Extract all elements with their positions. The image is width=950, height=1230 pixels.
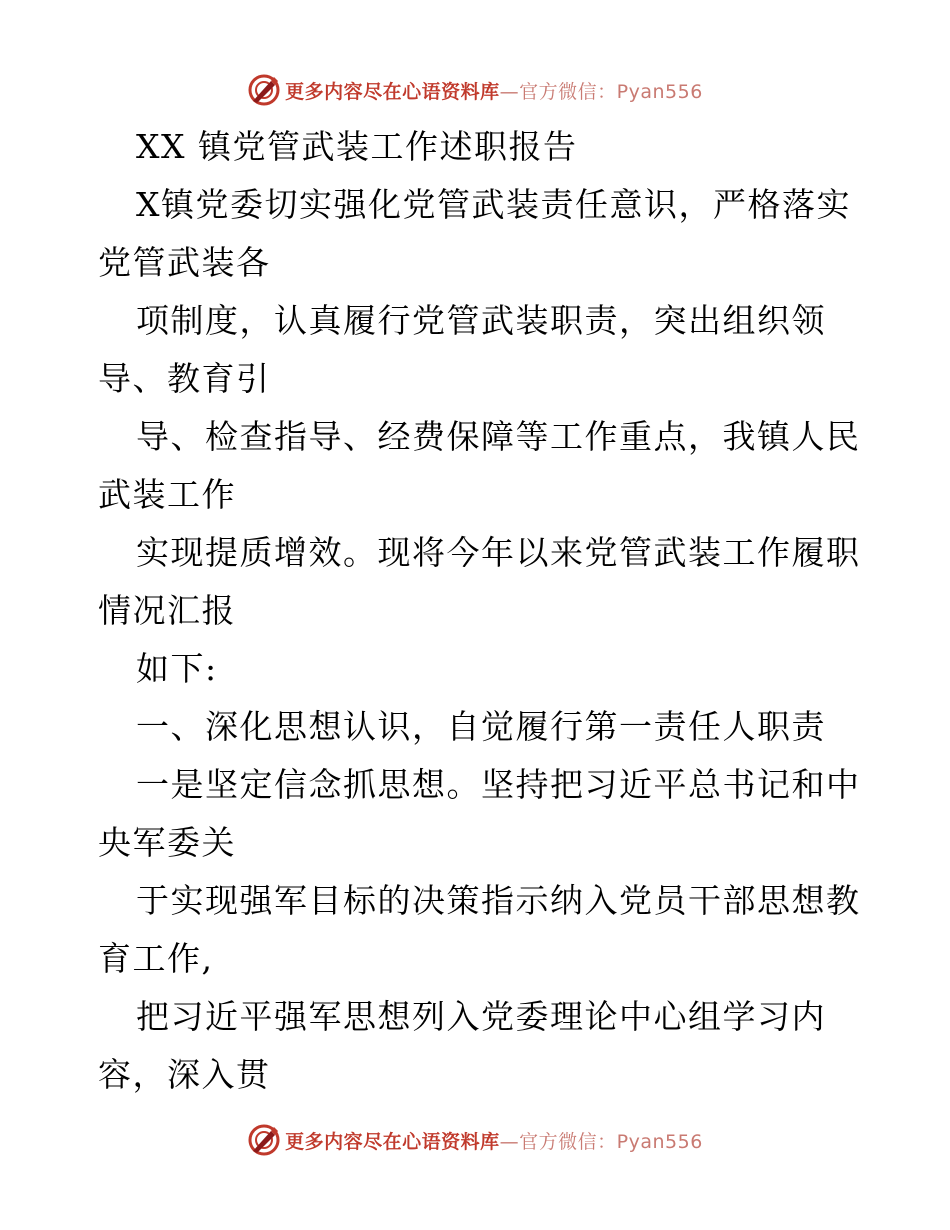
watermark-text: 更多内容尽在心语资料库—官方微信：Pyan556 bbox=[285, 80, 703, 103]
text-line: X镇党委切实强化党管武装责任意识，严格落实 bbox=[136, 185, 851, 224]
text-line: 情况汇报 bbox=[98, 591, 236, 630]
text-line: 项制度，认真履行党管武装职责，突出组织领 bbox=[136, 301, 826, 340]
watermark-text: 更多内容尽在心语资料库—官方微信：Pyan556 bbox=[285, 1130, 703, 1153]
text-line: 容，深入贯 bbox=[98, 1055, 271, 1094]
text-line: 实现提质增效。现将今年以来党管武装工作履职 bbox=[136, 533, 861, 572]
text-line: 如下: bbox=[136, 649, 218, 688]
document-body bbox=[98, 118, 861, 1104]
text-line: 一是坚定信念抓思想。坚持把习近平总书记和中 bbox=[136, 765, 861, 804]
watermark-footer bbox=[0, 1120, 950, 1160]
pen-logo-icon bbox=[247, 73, 281, 107]
watermark-header bbox=[0, 70, 950, 110]
text-line: 导、教育引 bbox=[98, 359, 271, 398]
text-line: 于实现强军目标的决策指示纳入党员干部思想教 bbox=[136, 881, 861, 920]
text-line: 导、检查指导、经费保障等工作重点，我镇人民 bbox=[136, 417, 861, 456]
document-title: XX 镇党管武装工作述职报告 bbox=[136, 127, 578, 166]
text-line: 党管武装各 bbox=[98, 243, 271, 282]
text-line: 央军委关 bbox=[98, 823, 236, 862]
text-line: 一、深化思想认识，自觉履行第一责任人职责 bbox=[136, 707, 826, 746]
pen-logo-icon bbox=[247, 1123, 281, 1157]
text-line: 武装工作 bbox=[98, 475, 236, 514]
text-line: 育工作, bbox=[98, 939, 214, 978]
text-line: 把习近平强军思想列入党委理论中心组学习内 bbox=[136, 997, 826, 1036]
